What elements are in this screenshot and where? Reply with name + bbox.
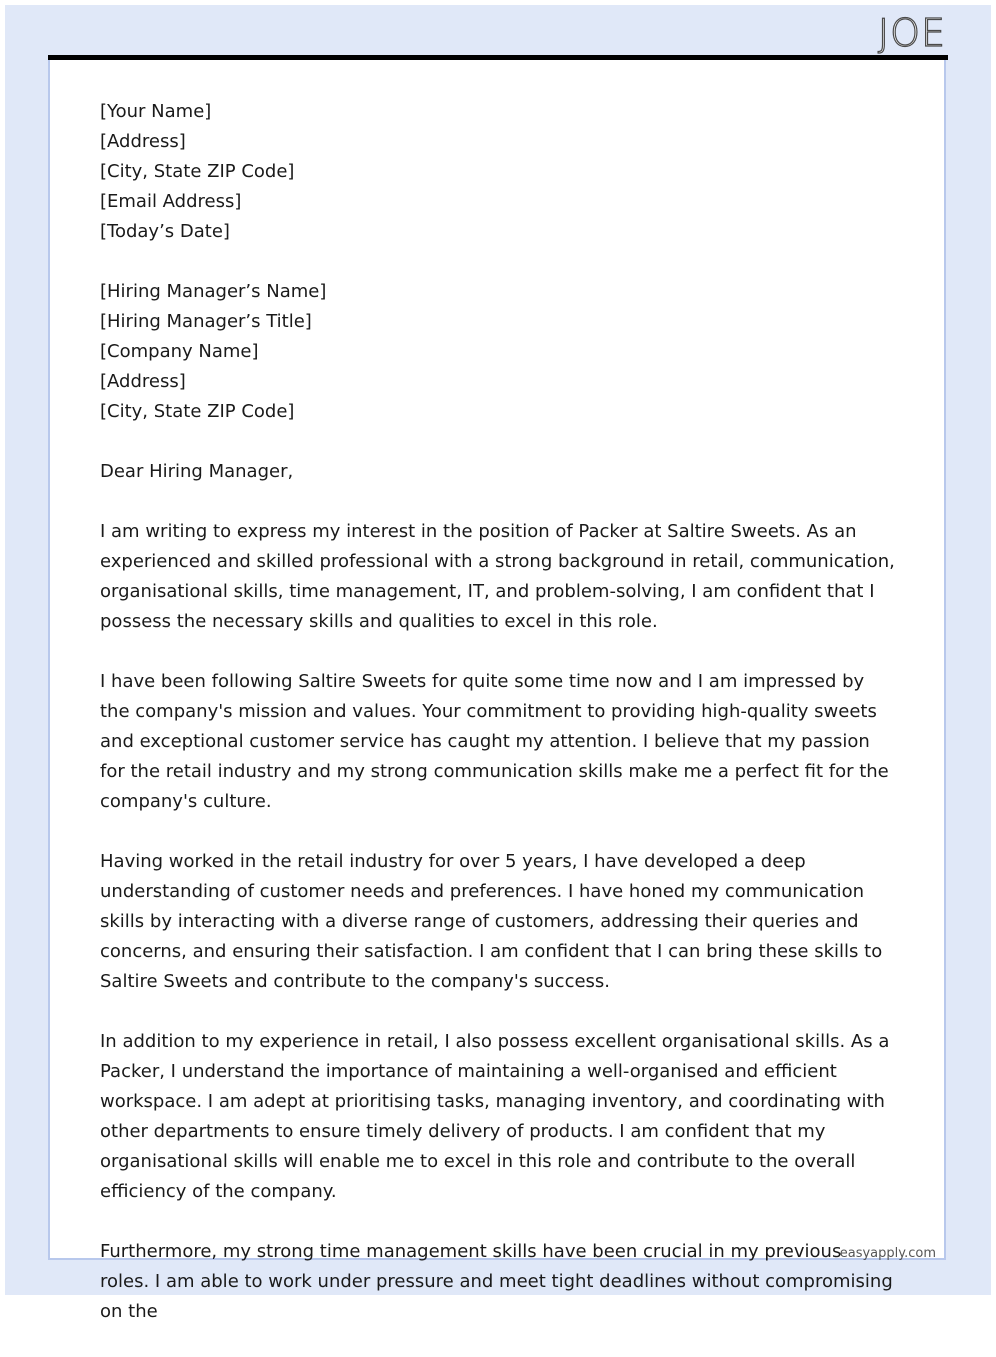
- recipient-city: [City, State ZIP Code]: [100, 401, 295, 422]
- header-initials: JOE: [877, 11, 946, 55]
- recipient-company: [Company Name]: [100, 341, 259, 362]
- body-paragraph: I have been following Saltire Sweets for quite some time now and I am impressed by the company's mission and values. Your commitment to providing high-quality sweets and exceptional customer service has caught my attention. I believe that my passion for the retail industry and my strong communication skills make me a perfect fit for the company's culture.: [100, 671, 889, 812]
- recipient-address: [Address]: [100, 371, 186, 392]
- body-paragraph: I am writing to express my interest in the position of Packer at Saltire Sweets. As an experienced and skilled professional with a strong background in retail, communication, organisational skills, time management, IT, and problem-solving, I am confident that I possess the necessary skills and qualities to excel in this role.: [100, 521, 895, 632]
- body-paragraph: In addition to my experience in retail, I also possess excellent organisational skills. As a Packer, I understand the importance of maintaining a well-organised and efficient workspace. I am adept at prioritising tasks, managing inventory, and coordinating with other departments to ensure timely delivery of products. I am confident that my organisational skills will enable me to excel in this role and contribute to the overall efficiency of the company.: [100, 1031, 890, 1202]
- sender-address: [Address]: [100, 131, 186, 152]
- sender-city: [City, State ZIP Code]: [100, 161, 295, 182]
- watermark: easyapply.com: [839, 1246, 936, 1261]
- sender-name: [Your Name]: [100, 101, 212, 122]
- sender-block: [100, 97, 896, 247]
- header-rule: [48, 55, 948, 60]
- recipient-name: [Hiring Manager’s Name]: [100, 281, 327, 302]
- letter-date: [Today’s Date]: [100, 221, 230, 242]
- cover-letter: [100, 97, 896, 1357]
- sender-email: [Email Address]: [100, 191, 242, 212]
- recipient-title: [Hiring Manager’s Title]: [100, 311, 312, 332]
- body-paragraph: Furthermore, my strong time management skills have been crucial in my previous roles. I am able to work under pressure and meet tight deadlines without compromising on the: [100, 1241, 893, 1322]
- recipient-block: [100, 277, 896, 427]
- body-paragraph: Having worked in the retail industry for over 5 years, I have developed a deep understanding of customer needs and preferences. I have honed my communication skills by interacting with a diverse range of customers, addressing their queries and concerns, and ensuring their satisfaction. I am confident that I can bring these skills to Saltire Sweets and contribute to the company's success.: [100, 851, 883, 992]
- salutation: Dear Hiring Manager,: [100, 461, 294, 482]
